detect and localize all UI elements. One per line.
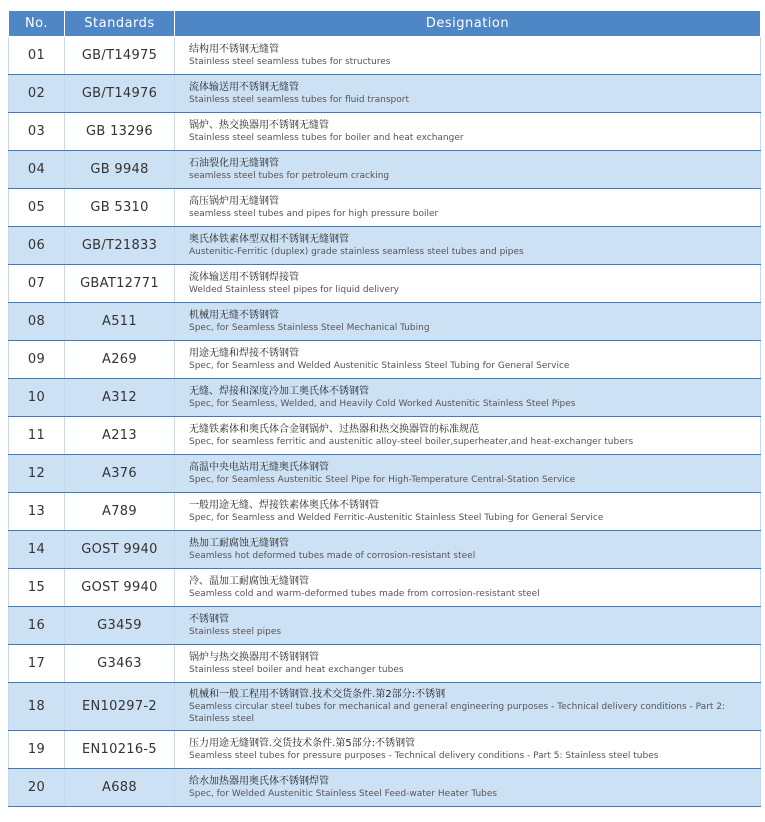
- table-header: [9, 11, 761, 37]
- row-designation: [175, 189, 761, 227]
- designation-english: Austenitic-Ferritic (duplex) grade stainless seamless steel tubes and pipes: [189, 246, 524, 257]
- designation-english: Seamless cold and warm-deformed tubes made from corrosion-resistant steel: [189, 588, 540, 599]
- row-designation: [175, 531, 761, 569]
- row-designation: [175, 227, 761, 265]
- table-row: [9, 417, 761, 455]
- table-row: [9, 569, 761, 607]
- row-number: 19: [9, 731, 65, 769]
- row-designation: [175, 683, 761, 731]
- designation-chinese: 不锈钢管: [189, 613, 229, 625]
- row-number: 09: [9, 341, 65, 379]
- row-number: 15: [9, 569, 65, 607]
- row-number: 05: [9, 189, 65, 227]
- row-designation: [175, 303, 761, 341]
- designation-chinese: 高温中央电站用无缝奥氏体钢管: [189, 461, 329, 473]
- row-designation: [175, 645, 761, 683]
- row-standard: GB 9948: [65, 151, 175, 189]
- designation-chinese: 无缝、焊接和深度冷加工奥氏体不锈钢管: [189, 385, 369, 397]
- row-standard: G3459: [65, 607, 175, 645]
- row-standard: A789: [65, 493, 175, 531]
- table-row: [9, 683, 761, 731]
- table-row: [9, 151, 761, 189]
- row-standard: A269: [65, 341, 175, 379]
- table-row: [9, 379, 761, 417]
- designation-chinese: 机械和一般工程用不锈钢管.技术交货条件.第2部分:不锈钢: [189, 688, 446, 700]
- table-row: [9, 303, 761, 341]
- row-designation: [175, 151, 761, 189]
- designation-english: Stainless steel seamless tubes for structures: [189, 56, 391, 67]
- designation-english: Spec, for Seamless Austenitic Steel Pipe for High-Temperature Central-Station Service: [189, 474, 576, 485]
- designation-english: Spec, for seamless ferritic and austenitic alloy-steel boiler,superheater,and heat-exchanger tubers: [189, 436, 634, 447]
- row-number: 16: [9, 607, 65, 645]
- row-standard: GB/T14976: [65, 75, 175, 113]
- row-designation: [175, 37, 761, 75]
- designation-chinese: 奥氏体铁素体型双相不锈钢无缝钢管: [189, 233, 349, 245]
- row-number: 13: [9, 493, 65, 531]
- designation-english: Spec, for Welded Austenitic Stainless Steel Feed-water Heater Tubes: [189, 788, 498, 799]
- row-standard: A213: [65, 417, 175, 455]
- row-designation: [175, 493, 761, 531]
- table-row: [9, 531, 761, 569]
- designation-english: Stainless steel seamless tubes for boiler and heat exchanger: [189, 132, 464, 143]
- table-row: [9, 493, 761, 531]
- designation-english: seamless steel tubes for petroleum cracking: [189, 170, 390, 181]
- designation-english: Spec, for Seamless and Welded Ferritic-Austenitic Stainless Steel Tubing for General Service: [189, 512, 604, 523]
- row-standard: GOST 9940: [65, 531, 175, 569]
- row-standard: GB/T21833: [65, 227, 175, 265]
- row-number: 01: [9, 37, 65, 75]
- header-standards: Standards: [65, 11, 175, 37]
- table-row: [9, 75, 761, 113]
- designation-chinese: 流体输送用不锈钢无缝管: [189, 81, 299, 93]
- table-body: [9, 37, 761, 807]
- row-designation: [175, 113, 761, 151]
- designation-english: Spec, for Seamless Stainless Steel Mechanical Tubing: [189, 322, 430, 333]
- row-designation: [175, 75, 761, 113]
- table-row: [9, 113, 761, 151]
- header-designation: Designation: [175, 11, 761, 37]
- designation-english: Stainless steel pipes: [189, 626, 282, 637]
- designation-chinese: 流体输送用不锈钢焊接管: [189, 271, 299, 283]
- designation-chinese: 压力用途无缝钢管.交货技术条件.第5部分:不锈钢管: [189, 737, 416, 749]
- row-designation: [175, 731, 761, 769]
- row-designation: [175, 569, 761, 607]
- row-number: 11: [9, 417, 65, 455]
- designation-chinese: 机械用无缝不锈钢管: [189, 309, 279, 321]
- row-standard: A511: [65, 303, 175, 341]
- designation-english: seamless steel tubes and pipes for high pressure boiler: [189, 208, 439, 219]
- row-designation: [175, 417, 761, 455]
- row-number: 17: [9, 645, 65, 683]
- row-number: 12: [9, 455, 65, 493]
- standards-table: [8, 10, 761, 807]
- table-row: [9, 37, 761, 75]
- row-standard: A688: [65, 769, 175, 807]
- table-row: [9, 769, 761, 807]
- header-no: No.: [9, 11, 65, 37]
- row-number: 14: [9, 531, 65, 569]
- row-standard: A376: [65, 455, 175, 493]
- table-row: [9, 455, 761, 493]
- designation-english: Seamless hot deformed tubes made of corrosion-resistant steel: [189, 550, 476, 561]
- designation-chinese: 冷、温加工耐腐蚀无缝钢管: [189, 575, 309, 587]
- row-standard: EN10297-2: [65, 683, 175, 731]
- table-row: [9, 341, 761, 379]
- designation-english: Stainless steel seamless tubes for fluid transport: [189, 94, 409, 105]
- row-number: 04: [9, 151, 65, 189]
- row-designation: [175, 607, 761, 645]
- row-number: 08: [9, 303, 65, 341]
- row-number: 02: [9, 75, 65, 113]
- table-row: [9, 227, 761, 265]
- row-standard: A312: [65, 379, 175, 417]
- designation-chinese: 结构用不锈钢无缝管: [189, 43, 279, 55]
- designation-chinese: 给水加热器用奥氏体不锈钢焊管: [189, 775, 329, 787]
- row-standard: GBAT12771: [65, 265, 175, 303]
- row-designation: [175, 379, 761, 417]
- table-row: [9, 265, 761, 303]
- designation-chinese: 高压锅炉用无缝钢管: [189, 195, 279, 207]
- row-number: 07: [9, 265, 65, 303]
- designation-chinese: 无缝铁素体和奥氏体合金钢锅炉、过热器和热交换器管的标准规范: [189, 423, 479, 435]
- row-standard: GB 5310: [65, 189, 175, 227]
- row-standard: GOST 9940: [65, 569, 175, 607]
- row-number: 03: [9, 113, 65, 151]
- designation-chinese: 锅炉与热交换器用不锈钢钢管: [189, 651, 319, 663]
- row-standard: GB 13296: [65, 113, 175, 151]
- row-number: 18: [9, 683, 65, 731]
- designation-english: Seamless circular steel tubes for mechanical and general engineering purposes - Technical delivery conditions - Part 2: Stainless steel: [189, 701, 726, 724]
- row-number: 10: [9, 379, 65, 417]
- designation-chinese: 锅炉、热交换器用不锈钢无缝管: [189, 119, 329, 131]
- designation-chinese: 一般用途无缝、焊接铁素体奥氏体不锈钢管: [189, 499, 379, 511]
- designation-english: Spec, for Seamless and Welded Austenitic Stainless Steel Tubing for General Service: [189, 360, 570, 371]
- row-standard: EN10216-5: [65, 731, 175, 769]
- designation-english: Spec, for Seamless, Welded, and Heavily Cold Worked Austenitic Stainless Steel Pipes: [189, 398, 576, 409]
- row-designation: [175, 341, 761, 379]
- row-designation: [175, 265, 761, 303]
- designation-chinese: 用途无缝和焊接不锈钢管: [189, 347, 299, 359]
- row-standard: G3463: [65, 645, 175, 683]
- row-designation: [175, 455, 761, 493]
- row-standard: GB/T14975: [65, 37, 175, 75]
- designation-chinese: 热加工耐腐蚀无缝钢管: [189, 537, 289, 549]
- table-row: [9, 607, 761, 645]
- designation-english: Seamless steel tubes for pressure purposes - Technical delivery conditions - Part 5: Stainless steel tubes: [189, 750, 659, 761]
- designation-chinese: 石油裂化用无缝钢管: [189, 157, 279, 169]
- row-number: 20: [9, 769, 65, 807]
- table-row: [9, 189, 761, 227]
- designation-english: Welded Stainless steel pipes for liquid delivery: [189, 284, 400, 295]
- table-row: [9, 731, 761, 769]
- row-number: 06: [9, 227, 65, 265]
- table-row: [9, 645, 761, 683]
- row-designation: [175, 769, 761, 807]
- designation-english: Stainless steel boiler and heat exchanger tubes: [189, 664, 404, 675]
